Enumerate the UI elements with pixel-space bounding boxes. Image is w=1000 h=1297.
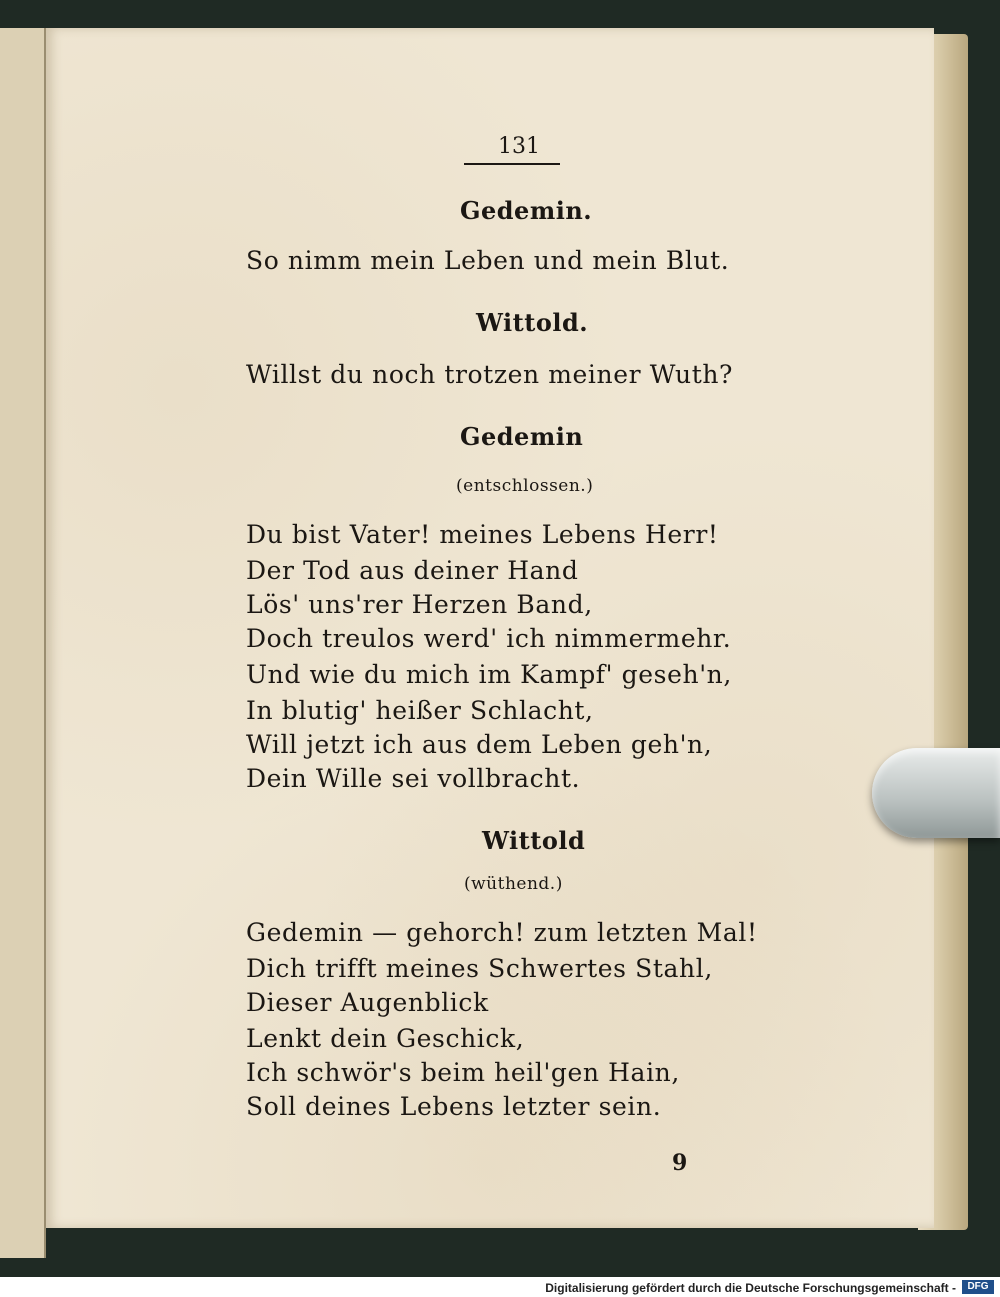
footer-bar [0, 1277, 1000, 1297]
verse-line: Lös' uns'rer Herzen Band, [246, 590, 593, 619]
speaker-name: Wittold. [476, 308, 589, 337]
verse-line: Ich schwör's beim heil'gen Hain, [246, 1058, 680, 1087]
speaker-name: Gedemin. [460, 196, 593, 225]
verse-line: Der Tod aus deiner Hand [246, 556, 579, 585]
speaker-name: Wittold [482, 826, 586, 855]
verse-line: Dich trifft meines Schwertes Stahl, [246, 954, 713, 983]
book-page [46, 28, 934, 1228]
speaker-name: Gedemin [460, 422, 584, 451]
page-clip [872, 748, 1000, 838]
verse-line: Will jetzt ich aus dem Leben geh'n, [246, 730, 713, 759]
verse-line: Du bist Vater! meines Lebens Herr! [246, 520, 719, 549]
verse-line: Gedemin — gehorch! zum letzten Mal! [246, 918, 758, 947]
verse-line: Dein Wille sei vollbracht. [246, 764, 581, 793]
verse-line: Doch treulos werd' ich nimmermehr. [246, 624, 732, 653]
verse-line: Und wie du mich im Kampf' geseh'n, [246, 660, 732, 689]
signature-mark: 9 [672, 1150, 688, 1176]
facing-page-edge [0, 28, 46, 1258]
verse-line: Soll deines Lebens letzter sein. [246, 1092, 662, 1121]
footer-credit: Digitalisierung gefördert durch die Deutsche Forschungsgemeinschaft - [545, 1281, 956, 1295]
verse-line: Willst du noch trotzen meiner Wuth? [246, 360, 734, 389]
stage-direction: (entschlossen.) [456, 476, 594, 496]
verse-line: Lenkt dein Geschick, [246, 1024, 525, 1053]
verse-line: So nimm mein Leben und mein Blut. [246, 246, 730, 275]
verse-line: Dieser Augenblick [246, 988, 489, 1017]
stage-direction: (wüthend.) [464, 874, 563, 894]
dfg-logo-icon: DFG [962, 1280, 994, 1294]
verse-line: In blutig' heißer Schlacht, [246, 696, 594, 725]
header-rule [464, 163, 560, 165]
page-number: 131 [498, 134, 540, 159]
